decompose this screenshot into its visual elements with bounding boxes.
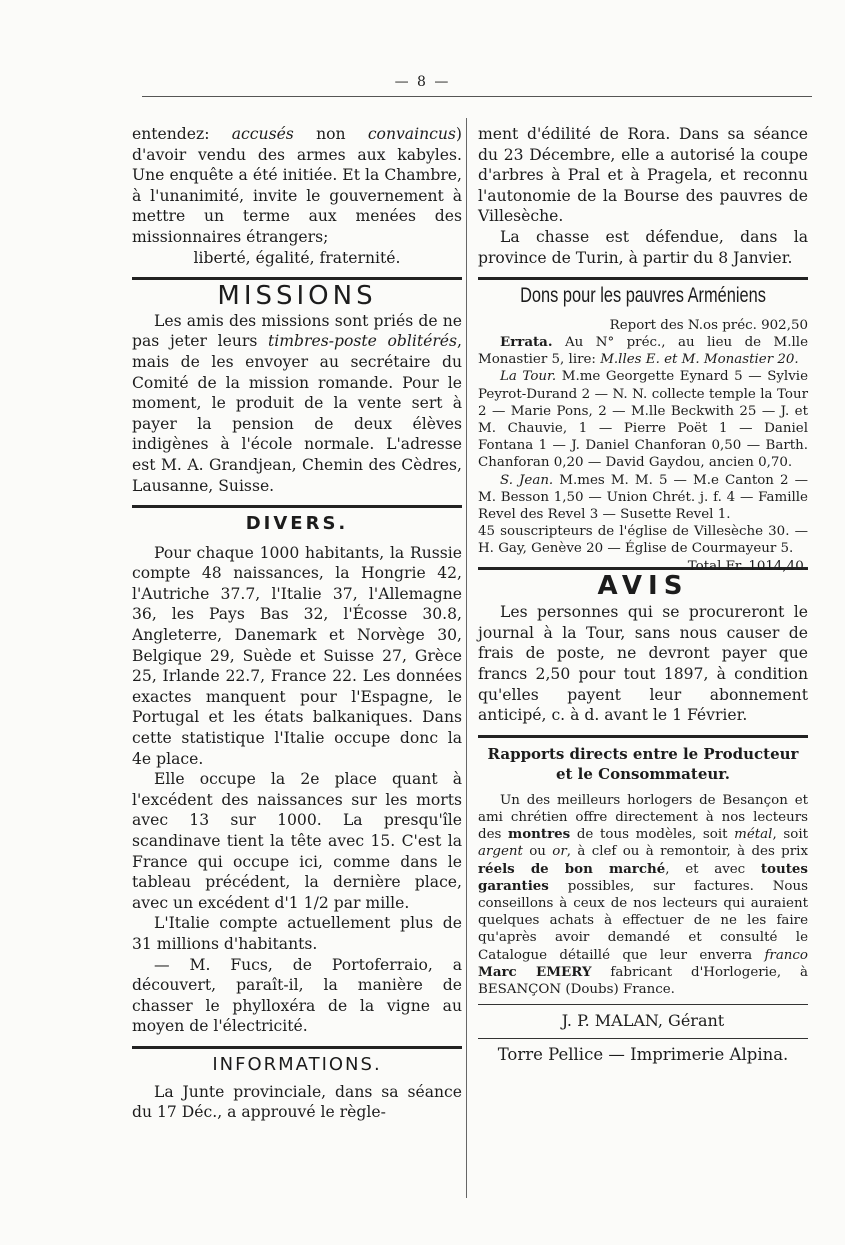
- imprint: Torre Pellice — Imprimerie Alpina.: [497, 1044, 789, 1064]
- informations-continued: ment d'édilité de Rora. Dans sa séance du 23 Décembre, elle a autorisé la coupe d'arbres à Pral et à Pragela, et reconnu l'autonomie de la Bourse des pauvres de Villesèche.: [478, 125, 808, 226]
- section-rule: [132, 277, 462, 280]
- chasse-paragraph: La chasse est défendue, dans la province de Turin, à partir du 8 Janvier.: [478, 227, 808, 267]
- total-line: Total Fr. 1014,40.: [687, 558, 808, 574]
- imprint-rule: [478, 1038, 808, 1039]
- divers-paragraph-2: Elle occupe la 2e place quant à l'excédent des naissances sur les morts avec 13 sur 1000. La presqu'île scandinave tient la tête avec 15. C'est la France qui occupe ici, comme dans le tableau précédent, la dernière place, avec un excédent d'1 1/2 par mille.: [132, 770, 462, 912]
- motto: liberté, égalité, fraternité.: [193, 248, 401, 267]
- avis-heading: AVIS: [597, 570, 689, 601]
- latour-paragraph: La Tour. M.me Georgette Eynard 5 — Sylvie Peyrot-Durand 2 — N. N. collecte temple la Tour 2 — Marie Pons, 2 — M.lle Beckwith 25 — J. et M. Chauvie, 1 — Pierre Poët 1 — Daniel Fontana 1 — J. Daniel Chanforan 0,50 — Barth. Chanforan 0,20 — David Gaydou, ancien 0,70.: [478, 369, 808, 471]
- missions-paragraph: Les amis des missions sont priés de ne pas jeter leurs timbres-poste oblitérés, mais de les envoyer au secrétaire du Comité de la mission romande. Pour le moment, le produit de la vente sert à payer la pension de deux élèves indigènes à l'école normale. L'adresse est M. A. Grandjean, Chemin des Cèdres, Lausanne, Suisse.: [132, 311, 462, 495]
- divers-paragraph-1: Pour chaque 1000 habitants, la Russie compte 48 naissances, la Hongrie 42, l'Autriche 37.7, l'Italie 37, l'Allemagne 36, les Pays Bas 32, l'Écosse 30.8, Angleterre, Danemark et Norvège 30, Belgique 29, Suède et Suisse 27, Grèce 25, Irlande 22.7, France 22. Les données exactes manquent pour l'Espagne, le Portugal et les états balkaniques. Dans cette statistique l'Italie occupe donc la 4e place.: [132, 543, 462, 768]
- intro-paragraph: entendez: accusés non convaincus) d'avoir vendu des armes aux kabyles. Une enquête a été initiée. Et la Chambre, à l'unanimité, invite le gouvernement à mettre un terme aux menées des missionnaires étrangers;: [132, 125, 463, 246]
- right-column: [478, 124, 808, 1065]
- divers-heading: DIVERS.: [245, 513, 349, 535]
- souscripteurs-paragraph: 45 souscripteurs de l'église de Villesèche 30. — H. Gay, Genève 20 — Église de Courmayeur 5. Total Fr. 1014,40.: [478, 524, 808, 574]
- section-rule: [132, 1046, 462, 1049]
- section-rule: [478, 277, 808, 280]
- rapports-heading: Rapports directs entre le Producteur et le Consommateur.: [487, 744, 799, 783]
- section-rule: [478, 735, 808, 738]
- header-rule: [142, 96, 812, 97]
- avis-paragraph: Les personnes qui se procureront le journal à la Tour, sans nous causer de frais de poste, ne devront payer que francs 2,50 pour tout 1897, à condition qu'elles payent leur abonnement anticipé, c. à d. avant le 1 Février.: [478, 603, 808, 725]
- page-number: — 8 —: [394, 74, 451, 90]
- column-divider: [466, 118, 467, 1198]
- rapports-paragraph: Un des meilleurs horlogers de Besançon et ami chrétien offre directement à nos lecteurs des montres de tous modèles, soit métal, soit argent ou or, à clef ou à remontoir, à des prix réels de bon marché, et avec toutes garanties possibles, sur factures. Nous conseillons à ceux de nos lecteurs qui auraient quelques achats à effectuer de ne les faire qu'après avoir demandé et consulté le Catalogue détaillé que leur enverra franco Marc EMERY fabricant d'Horlogerie, à BESANÇON (Doubs) France.: [478, 792, 808, 997]
- errata-paragraph: Errata. Au N° préc., au lieu de M.lle Monastier 5, lire: M.lles E. et M. Monastier 20.: [478, 333, 808, 368]
- signature: J. P. MALAN, Gérant: [561, 1011, 725, 1031]
- sjean-paragraph: S. Jean. M.mes M. M. 5 — M.e Canton 2 — M. Besson 1,50 — Union Chrét. j. f. 4 — Famille Revel des Revel 3 — Susette Revel 1.: [478, 472, 808, 522]
- signature-rule: [478, 1004, 808, 1005]
- report-line: Report des N.os préc. 902,50: [609, 317, 808, 333]
- divers-paragraph-3: L'Italie compte actuellement plus de 31 millions d'habitants.: [132, 914, 462, 953]
- left-column: [132, 124, 462, 1123]
- informations-heading: INFORMATIONS.: [212, 1053, 382, 1075]
- dons-heading: Dons pour les pauvres Arméniens: [520, 284, 766, 308]
- divers-paragraph-4: — M. Fucs, de Portoferraio, a découvert, paraît-il, la manière de chasser le phylloxéra de la vigne au moyen de l'électricité.: [132, 955, 462, 1036]
- section-rule: [132, 505, 462, 508]
- missions-heading: MISSIONS: [217, 281, 377, 312]
- informations-paragraph: La Junte provinciale, dans sa séance du 17 Déc., a approuvé le règle-: [132, 1082, 462, 1122]
